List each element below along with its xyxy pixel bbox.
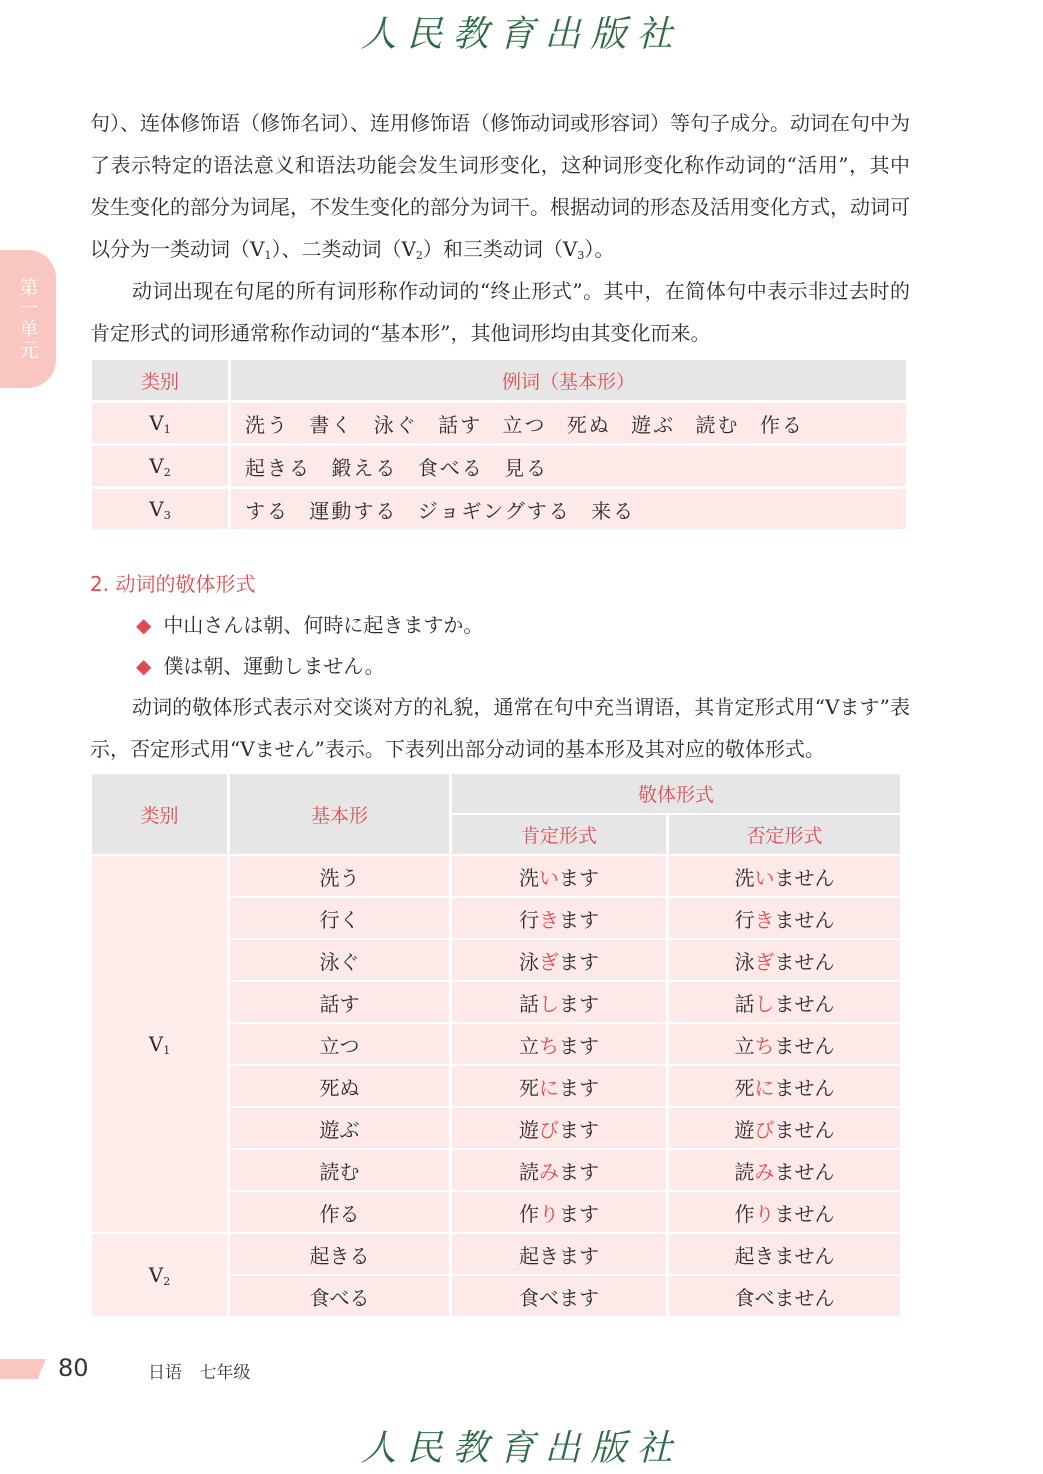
affirmative-form-cell: 起きます [452,1234,666,1274]
table-header-row [92,774,900,813]
examples-cell: する 運動する ジョギングする 来る [231,489,906,529]
example-sentence [136,651,385,681]
basic-form-cell: 遊ぶ [230,1108,449,1148]
affirmative-form-cell: 行きます [452,898,666,938]
affirmative-form-cell: 食べます [452,1276,666,1316]
basic-form-cell: 起きる [230,1234,449,1274]
basic-form-cell: 話す [230,982,449,1022]
basic-form-cell: 死ぬ [230,1066,449,1106]
diamond-bullet-icon: ◆ [136,613,152,637]
basic-form-cell: 泳ぐ [230,940,449,980]
verb-category-table [92,357,906,532]
negative-form-cell: 遊びません [669,1108,900,1148]
negative-form-cell: 話しません [669,982,900,1022]
affirmative-form-cell: 読みます [452,1150,666,1190]
negative-form-cell: 食べません [669,1276,900,1316]
paragraph1-text: 句）、连体修饰语（修饰名词）、连用修饰语（修饰动词或形容词）等句子成分。动词在句中为了表示特定的语法意义和语法功能会发生词形变化，这种词形变化称作动词的“活用”，其中发生变化的部分为词尾，不发生变化的部分为词干。根据动词的形态及活用变化方式， [90,111,910,219]
negative-form-cell: 立ちません [669,1024,900,1064]
example-sentence-text: 僕は朝、運動しません。 [163,654,385,678]
polite-form-table [89,772,903,1318]
category-cell: $V_2$ [92,446,231,486]
table-row [92,403,906,443]
paragraph-terminal-form: 动词出现在句尾的所有词形称作动词的“终止形式”。其中，在简体句中表示非过去时的肯定形式的词形通常称作动词的“基本形”，其他词形均由其变化而来。 [90,279,910,345]
example-sentence [136,610,483,640]
negative-form-cell: 読みません [669,1150,900,1190]
negative-form-cell: 行きません [669,898,900,938]
header-polite-form: 敬体形式 [452,774,900,813]
publisher-logo-top: 人民教育出版社 [360,14,683,55]
affirmative-form-cell: 遊びます [452,1108,666,1148]
affirmative-form-cell: 作ります [452,1192,666,1232]
header-category: 类别 [92,360,231,400]
category-cell: $V_1$ [92,403,231,443]
header-category: 类别 [92,774,227,854]
basic-form-cell: 洗う [230,856,449,896]
negative-form-cell: 泳ぎません [669,940,900,980]
affirmative-form-cell: 話します [452,982,666,1022]
page-number: 80 [58,1354,89,1382]
examples-cell: 洗う 書く 泳ぐ 話す 立つ 死ぬ 遊ぶ 読む 作る [231,403,906,443]
example-sentence-text: 中山さんは朝、何時に起きますか。 [163,613,484,637]
category-cell: $V_2$ [92,1234,227,1316]
table-header-row [92,360,906,400]
book-title: 日语 七年级 [148,1363,251,1383]
publisher-logo-bottom: 人民教育出版社 [360,1428,683,1469]
basic-form-cell: 立つ [230,1024,449,1064]
examples-cell: 起きる 鍛える 食べる 見る [231,446,906,486]
negative-form-cell: 作りません [669,1192,900,1232]
table-row [92,446,906,486]
header-affirmative: 肯定形式 [452,815,666,854]
paragraph-polite-form: 动词的敬体形式表示对交谈对方的礼貌，通常在句中充当谓语，其肯定形式用“Vます”表示，否定形式用“Vません”表示。下表列出部分动词的基本形及其对应的敬体形式。 [90,695,910,761]
header-negative: 否定形式 [669,815,900,854]
table-row [92,489,906,529]
paragraph1-end: 动词可以分为一类动词$(V_1)$、二类动词$(V_2)$和三类动词$(V_3)$。 [90,195,910,262]
diamond-bullet-icon: ◆ [136,654,152,678]
category-cell: $V_1$ [92,856,227,1232]
affirmative-form-cell: 洗います [452,856,666,896]
negative-form-cell: 起きません [669,1234,900,1274]
basic-form-cell: 作る [230,1192,449,1232]
table-row [92,1234,900,1274]
basic-form-cell: 読む [230,1150,449,1190]
affirmative-form-cell: 死にます [452,1066,666,1106]
table-row [92,856,900,896]
negative-form-cell: 洗いません [669,856,900,896]
affirmative-form-cell: 立ちます [452,1024,666,1064]
footer-accent-bar [0,1359,46,1379]
paragraph-verb-conjugation [90,102,910,277]
affirmative-form-cell: 泳ぎます [452,940,666,980]
negative-form-cell: 死にません [669,1066,900,1106]
header-basic-form: 基本形 [230,774,449,854]
basic-form-cell: 行く [230,898,449,938]
unit-side-tab: 第一单元 [0,250,56,388]
section-title: 2. 动词的敬体形式 [90,572,256,596]
category-cell: $V_3$ [92,489,231,529]
basic-form-cell: 食べる [230,1276,449,1316]
header-examples: 例词（基本形） [231,360,906,400]
